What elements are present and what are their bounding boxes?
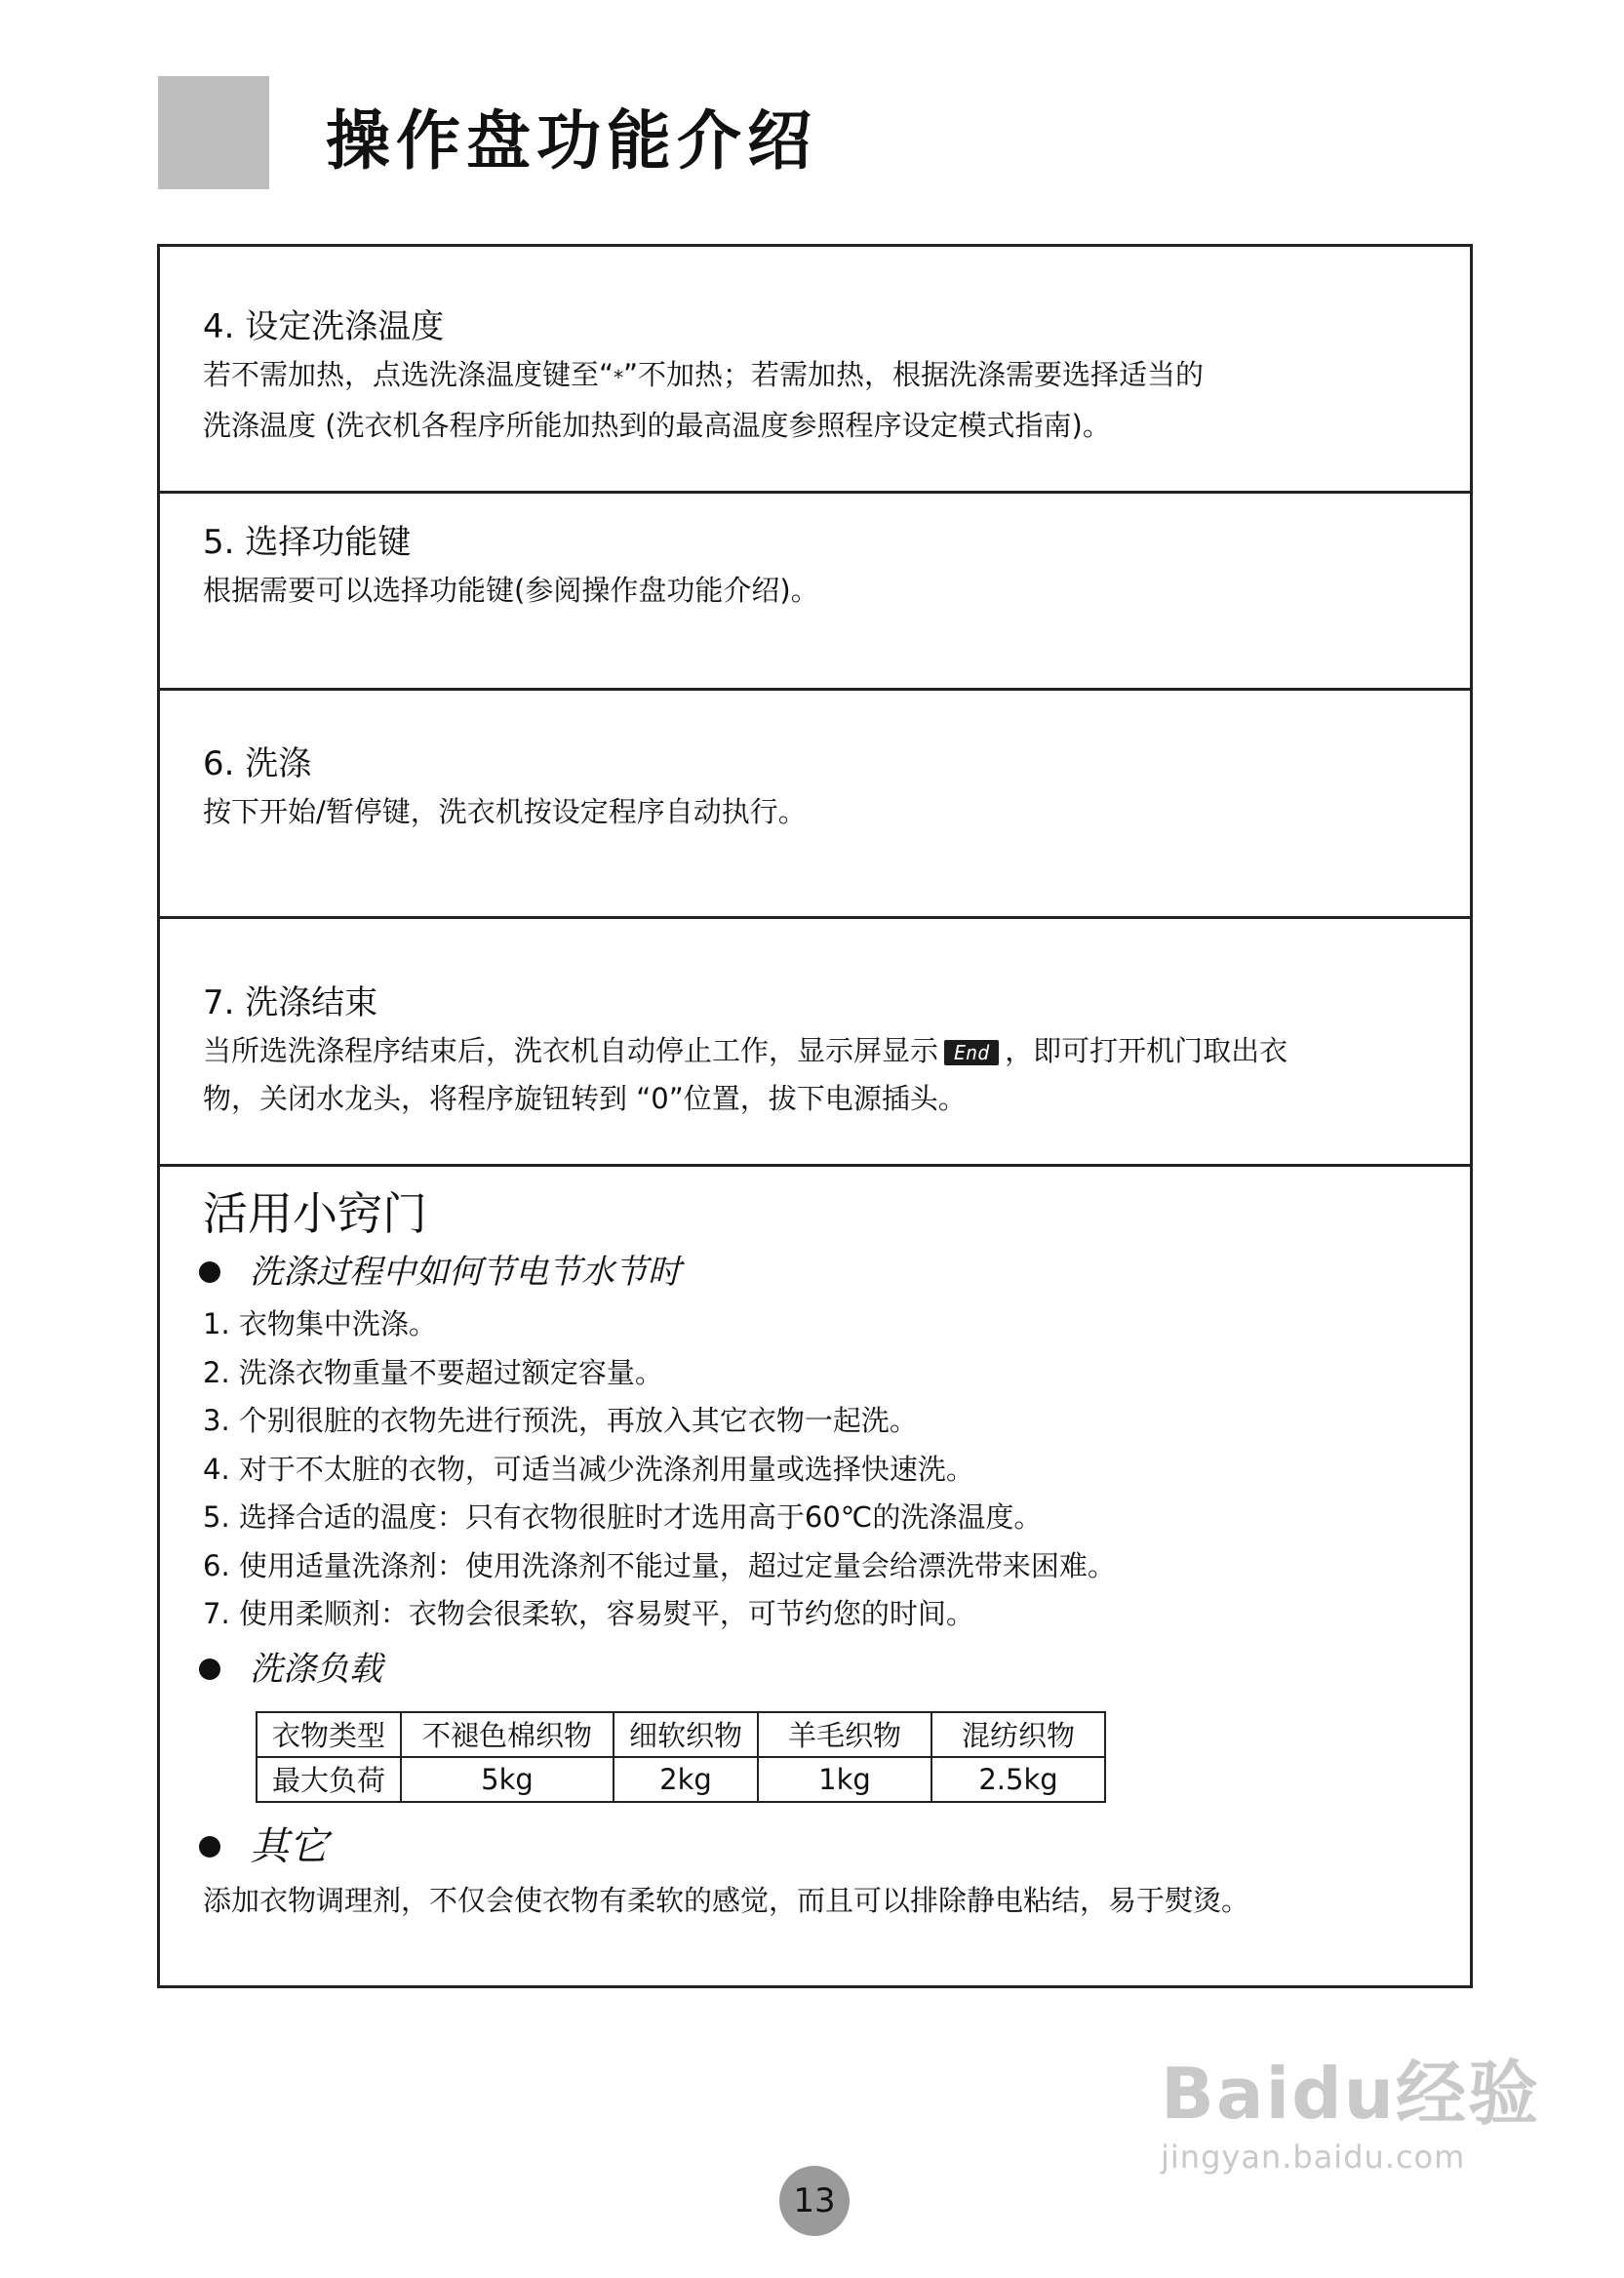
- bullet-icon: [199, 1261, 220, 1283]
- section-text: 按下开始/暂停键，洗衣机按设定程序自动执行。: [203, 794, 807, 828]
- divider: [160, 916, 1470, 919]
- content-frame: [157, 244, 1473, 1988]
- section-set-temperature: [203, 307, 1204, 450]
- saving-heading: [199, 1250, 1249, 1295]
- heading-text: 其它: [250, 1823, 328, 1869]
- other-heading: [199, 1824, 1249, 1869]
- divider: [160, 688, 1470, 691]
- section-title: 5. 选择功能键: [203, 523, 412, 562]
- tips-section: [203, 1187, 1250, 1924]
- table-cell: 混纺织物: [931, 1712, 1105, 1757]
- table-row: [257, 1757, 1105, 1802]
- header-gray-block: [158, 76, 269, 189]
- list-item: 1. 衣物集中洗涤。: [203, 1307, 437, 1340]
- divider: [160, 1164, 1470, 1167]
- list-item: 4. 对于不太脏的衣物，可适当减少洗涤剂用量或选择快速洗。: [203, 1452, 974, 1486]
- section-wash-end: [203, 983, 1287, 1123]
- other-text: 添加衣物调理剂，不仅会使衣物有柔软的感觉，而且可以排除静电粘结，易于熨烫。: [203, 1883, 1250, 1917]
- table-cell: 衣物类型: [257, 1712, 401, 1757]
- table-cell: 羊毛织物: [758, 1712, 931, 1757]
- text-fragment: 当所选洗涤程序结束后，洗衣机自动停止工作，显示屏显示: [203, 1033, 939, 1067]
- text-fragment: 物，关闭水龙头，将程序旋钮转到 “0”位置，拔下电源插头。: [203, 1081, 967, 1115]
- table-cell: 5kg: [401, 1757, 614, 1802]
- load-heading: [199, 1647, 1249, 1692]
- text-fragment: ”不加热；若需加热，根据洗涤需要选择适当的: [623, 357, 1205, 391]
- table-cell: 不褪色棉织物: [401, 1712, 614, 1757]
- bullet-icon: [199, 1836, 220, 1858]
- section-title: 4. 设定洗涤温度: [203, 307, 445, 346]
- list-item: 2. 洗涤衣物重量不要超过额定容量。: [203, 1355, 663, 1389]
- divider: [160, 491, 1470, 494]
- text-fragment: ，即可打开机门取出衣: [1005, 1033, 1288, 1067]
- section-select-function: [203, 523, 819, 615]
- heading-text: 洗涤过程中如何节电节水节时: [250, 1253, 681, 1292]
- section-title: 7. 洗涤结束: [203, 983, 378, 1022]
- section-text: 根据需要可以选择功能键(参阅操作盘功能介绍)。: [203, 573, 819, 607]
- page-number: 13: [779, 2166, 850, 2236]
- watermark-logo-text: Baidu经验: [1161, 2053, 1540, 2135]
- tips-title: 活用小窍门: [203, 1187, 427, 1240]
- load-table: [256, 1711, 1106, 1803]
- section-text: [203, 1027, 1287, 1123]
- table-header-row: [257, 1712, 1105, 1757]
- end-display-icon: End: [944, 1040, 999, 1065]
- section-title: 6. 洗涤: [203, 744, 312, 783]
- page-title: 操作盘功能介绍: [326, 103, 817, 179]
- list-item: 5. 选择合适的温度：只有衣物很脏时才选用高于60℃的洗涤温度。: [203, 1500, 1043, 1534]
- list-item: 6. 使用适量洗涤剂：使用洗涤剂不能过量，超过定量会给漂洗带来困难。: [203, 1548, 1116, 1582]
- list-item: 3. 个别很脏的衣物先进行预洗，再放入其它衣物一起洗。: [203, 1404, 918, 1437]
- table-cell: 细软织物: [614, 1712, 758, 1757]
- heading-text: 洗涤负载: [250, 1649, 382, 1689]
- table-cell: 2kg: [614, 1757, 758, 1802]
- table-cell: 1kg: [758, 1757, 931, 1802]
- text-fragment: 若不需加热，点选洗涤温度键至“: [203, 357, 614, 391]
- table-cell: 2.5kg: [931, 1757, 1105, 1802]
- section-text: [203, 351, 1204, 450]
- text-fragment: 洗涤温度 (洗衣机各程序所能加热到的最高温度参照程序设定模式指南)。: [203, 408, 1111, 442]
- no-heat-symbol-icon: *: [614, 365, 624, 389]
- saving-list: [203, 1300, 1249, 1639]
- bullet-icon: [199, 1659, 220, 1680]
- baidu-watermark: [1161, 2053, 1540, 2176]
- section-wash: [203, 744, 807, 836]
- list-item: 7. 使用柔顺剂：衣物会很柔软，容易熨平，可节约您的时间。: [203, 1597, 974, 1630]
- watermark-url: jingyan.baidu.com: [1161, 2138, 1466, 2176]
- table-cell: 最大负荷: [257, 1757, 401, 1802]
